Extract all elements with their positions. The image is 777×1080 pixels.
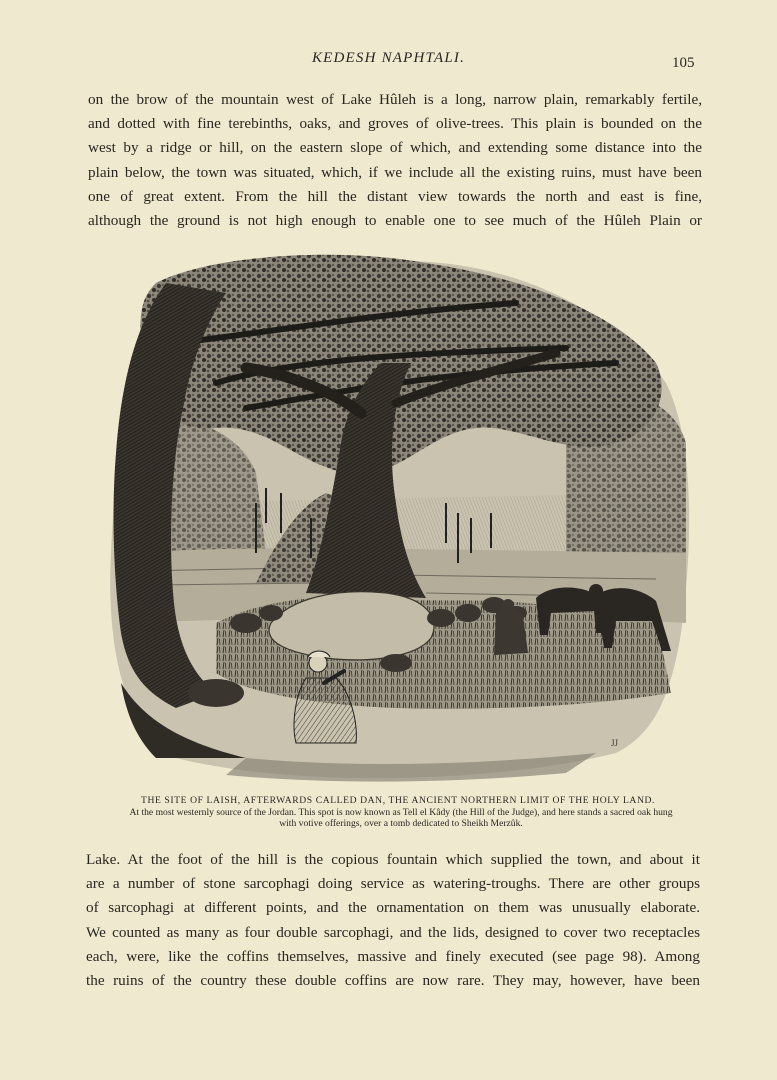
- text-line: each, were, like the coffins themselves, massive and finely executed (see page 98). Among: [86, 947, 700, 965]
- caption-title: THE SITE OF LAISH, AFTERWARDS CALLED DAN, THE ANCIENT NORTHERN LIMIT OF THE HOLY LAND.: [140, 795, 656, 806]
- text-line: one of great extent. From the hill the distant view towards the north and east is fine,: [88, 187, 702, 205]
- text-line: on the brow of the mountain west of Lake Hûleh is a long, narrow plain, remarkably fertile,: [88, 91, 702, 108]
- engraver-signature: JJ: [611, 738, 619, 748]
- paragraph-top: [88, 88, 702, 233]
- text-line: of sarcophagi at different points, and the ornamentation on them was unusually elaborate.: [86, 899, 700, 917]
- text-line: the ruins of the country these double coffins are now rare. They may, however, have been: [86, 971, 700, 989]
- text-line: although the ground is not high enough to enable one to see much of the Hûleh Plain or: [88, 211, 702, 229]
- text-line: Lake. At the foot of the hill is the copious fountain which supplied the town, and about it: [86, 851, 700, 868]
- text-line: west by a ridge or hill, on the eastern slope of which, and extending some distance into the: [88, 139, 702, 157]
- text-line: We counted as many as four double sarcophagi, and the lids, designed to cover two receptacles: [86, 923, 700, 941]
- caption-note: with votive offerings, over a tomb dedicated to Sheikh Merzûk.: [279, 818, 523, 829]
- paragraph-bottom: [86, 848, 700, 993]
- running-head: KEDESH NAPHTALI.: [311, 50, 466, 66]
- caption-note: At the most westernly source of the Jordan. This spot is now known as Tell el Kâdy (the Hill of the Judge), and here stands a sacred oak hung: [129, 806, 673, 818]
- text-line: and dotted with fine terebinths, oaks, and groves of olive-trees. This plain is bounded on the: [88, 115, 702, 133]
- engraving-illustration: [96, 253, 690, 789]
- text-line: are a number of stone sarcophagi doing service as watering-troughs. There are other groups: [86, 875, 700, 893]
- figure-caption: [96, 795, 706, 830]
- page-number: 105: [672, 55, 695, 71]
- text-line: plain below, the town was situated, which, if we include all the existing ruins, must have been: [88, 163, 702, 181]
